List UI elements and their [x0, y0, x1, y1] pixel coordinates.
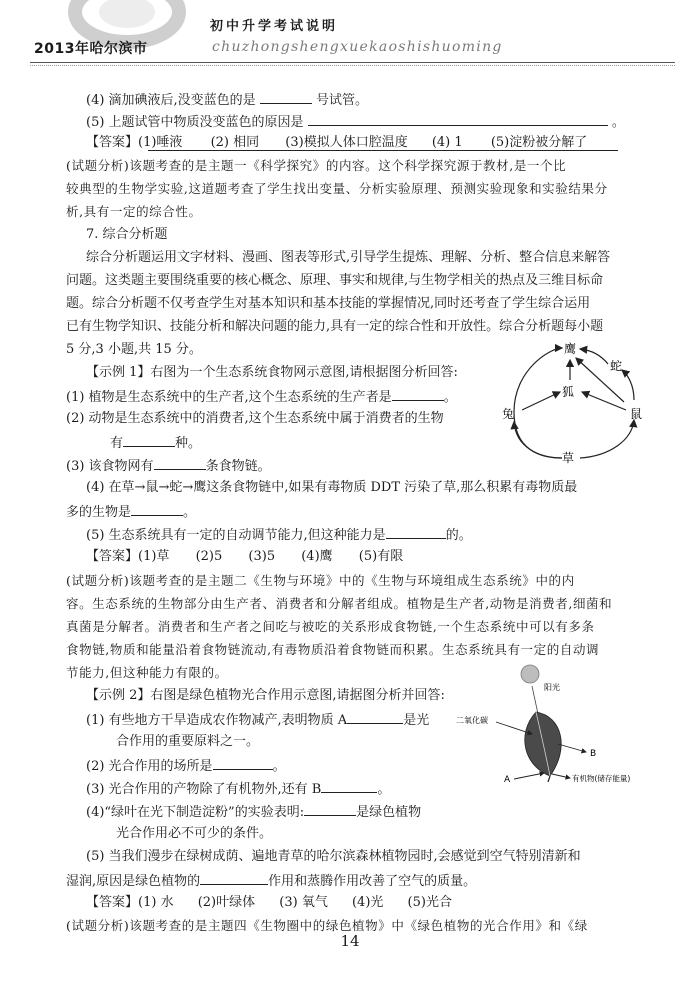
example-2-question-1: (1) 有些地方干旱造成农作物减产,表明物质 A 是光	[86, 710, 429, 730]
analysis-line: 食物链,物质和能量沿着食物链流动,有毒物质沿着食物链而积累。生态系统具有一定的自动调	[66, 642, 600, 657]
question-4: (4) 滴加碘液后,没变蓝色的是 号试管。	[86, 90, 368, 110]
example-1-intro: 【示例 1】右图为一个生态系统食物网示意图,请根据图分析回答:	[86, 365, 458, 380]
question-5: (5) 上题试管中物质没变蓝色的原因是 。	[86, 112, 625, 132]
page-number: 14	[340, 932, 360, 950]
node-snake: 蛇	[610, 359, 623, 373]
node-rabbit: 兔	[502, 407, 515, 421]
label-co2: 二氧化碳	[456, 716, 488, 725]
answer-label: 【答案】	[86, 135, 139, 150]
sun-icon	[521, 665, 539, 683]
example-2-question-4b: 光合作用必不可少的条件。	[116, 826, 273, 841]
example-1-question-4b: 多的生物是 。	[66, 502, 196, 522]
example-2-question-4: (4)“绿叶在光下制造淀粉”的实验表明: 是绿色植物	[86, 802, 421, 822]
analysis-line: (试题分析)该题考查的是主题四《生物圈中的绿色植物》中《绿色植物的光合作用》和《绿	[66, 918, 588, 933]
example-1-question-2: (2) 动物是生态系统中的消费者,这个生态系统中属于消费者的生物	[66, 411, 444, 426]
answer-blank	[304, 802, 356, 816]
answer-blank	[200, 871, 268, 885]
analysis-line: 节能力,但这种能力有限的。	[66, 665, 228, 680]
node-grass: 草	[562, 451, 575, 465]
arc-grass-rabbit	[514, 412, 562, 458]
label-b: B	[590, 749, 597, 759]
section-heading: 7. 综合分析题	[86, 227, 168, 242]
section-paragraph-line: 已有生物学知识、技能分析和解决问题的能力,具有一定的综合性和开放性。综合分析题每小题	[66, 319, 604, 334]
answer-label: 【答案】	[86, 549, 139, 564]
header-title: 初中升学考试说明	[210, 19, 339, 34]
answer-row-1: 【答案】(1)唾液 (2) 相同 (3)模拟人体口腔温度 (4) 1 (5)淀粉被分解了	[86, 135, 588, 150]
example-2-question-2: (2) 光合作用的场所是 。	[86, 756, 286, 776]
section-paragraph-line: 综合分析题运用文字材料、漫画、图表等形式,引导学生提炼、理解、分析、整合信息来解答	[86, 250, 611, 265]
example-2-question-3: (3) 光合作用的产物除了有机物外,还有 B 。	[86, 779, 390, 799]
node-mouse: 鼠	[630, 407, 643, 421]
example-2-question-5b: 湿润,原因是绿色植物的 作用和蒸腾作用改善了空气的质量。	[66, 871, 476, 891]
answer-blank	[308, 112, 608, 126]
example-1-question-4: (4) 在草→鼠→蛇→鹰这条食物链中,如果有毒物质 DDT 污染了草,那么积累有毒物质最	[86, 480, 578, 495]
header-rule-dotted	[30, 65, 675, 66]
example-1-question-1: (1) 植物是生态系统中的生产者,这个生态系统的生产者是 。	[66, 387, 457, 407]
header-pinyin: chuzhongshengxuekaoshishuoming	[212, 39, 503, 55]
photosynthesis-diagram	[452, 660, 642, 785]
header-rule	[30, 62, 675, 63]
answer-blank	[123, 433, 175, 447]
section-paragraph-line: 问题。这类题主要围绕重要的核心概念、原理、事实和规律,与生物学相关的热点及三维目标命	[66, 273, 604, 288]
node-fox: 狐	[562, 385, 575, 399]
section-paragraph-line: 题。综合分析题不仅考查学生对基本知识和基本技能的掌握情况,同时还考查了学生综合运用	[66, 296, 591, 311]
answer-blank	[386, 525, 446, 539]
label-organic: 有机物(储存能量)	[572, 774, 631, 783]
answer-label: 【答案】	[86, 895, 139, 910]
analysis-line: (试题分析)该题考查的是主题二《生物与环境》中的《生物与环境组成生态系统》中的内	[66, 573, 575, 588]
section-paragraph-line: 5 分,3 小题,共 15 分。	[66, 342, 202, 357]
answer-underline	[148, 150, 618, 151]
answer-row-2: 【答案】(1)草 (2)5 (3)5 (4)鹰 (5)有限	[86, 549, 404, 564]
answer-row-3: 【答案】(1) 水 (2)叶绿体 (3) 氧气 (4)光 (5)光合	[86, 895, 452, 910]
analysis-line: (试题分析)该题考查的是主题一《科学探究》的内容。这个科学探究源于教材,是一个比	[66, 158, 567, 173]
example-2-intro: 【示例 2】右图是绿色植物光合作用示意图,请据图分析并回答:	[86, 688, 445, 703]
example-2-question-1b: 合作用的重要原料之一。	[116, 734, 260, 749]
answer-blank	[260, 90, 312, 104]
answer-blank	[154, 456, 206, 470]
analysis-line: 析,具有一定的综合性。	[66, 204, 202, 219]
answer-blank	[321, 779, 377, 793]
label-a: A	[504, 775, 511, 785]
analysis-line: 容。生态系统的生物部分由生产者、消费者和分解者组成。植物是生产者,动物是消费者,细菌和	[66, 596, 613, 611]
answer-blank	[131, 502, 183, 516]
example-1-question-3: (3) 该食物网有 条食物链。	[66, 456, 271, 476]
example-1-question-2b: 有 种。	[110, 433, 201, 453]
header-city: 2013年哈尔滨市	[34, 41, 148, 57]
answer-blank	[213, 756, 273, 770]
answer-blank	[392, 387, 444, 401]
node-eagle: 鹰	[564, 342, 577, 356]
answer-blank	[347, 710, 403, 724]
analysis-line: 较典型的生物学实验,这道题考查了学生找出变量、分析实验原理、预测实验现象和实验结果分	[66, 181, 608, 196]
example-2-question-5: (5) 当我们漫步在绿树成荫、遍地青草的哈尔滨森林植物园时,会感觉到空气特别清新和	[86, 849, 581, 864]
food-web-diagram	[500, 340, 650, 480]
label-sunlight: 阳光	[544, 683, 560, 692]
analysis-line: 真菌是分解者。消费者和生产者之间吃与被吃的关系形成食物链,一个生态系统中可以有多条	[66, 619, 595, 634]
example-1-question-5: (5) 生态系统具有一定的自动调节能力,但这种能力是 的。	[86, 525, 472, 545]
